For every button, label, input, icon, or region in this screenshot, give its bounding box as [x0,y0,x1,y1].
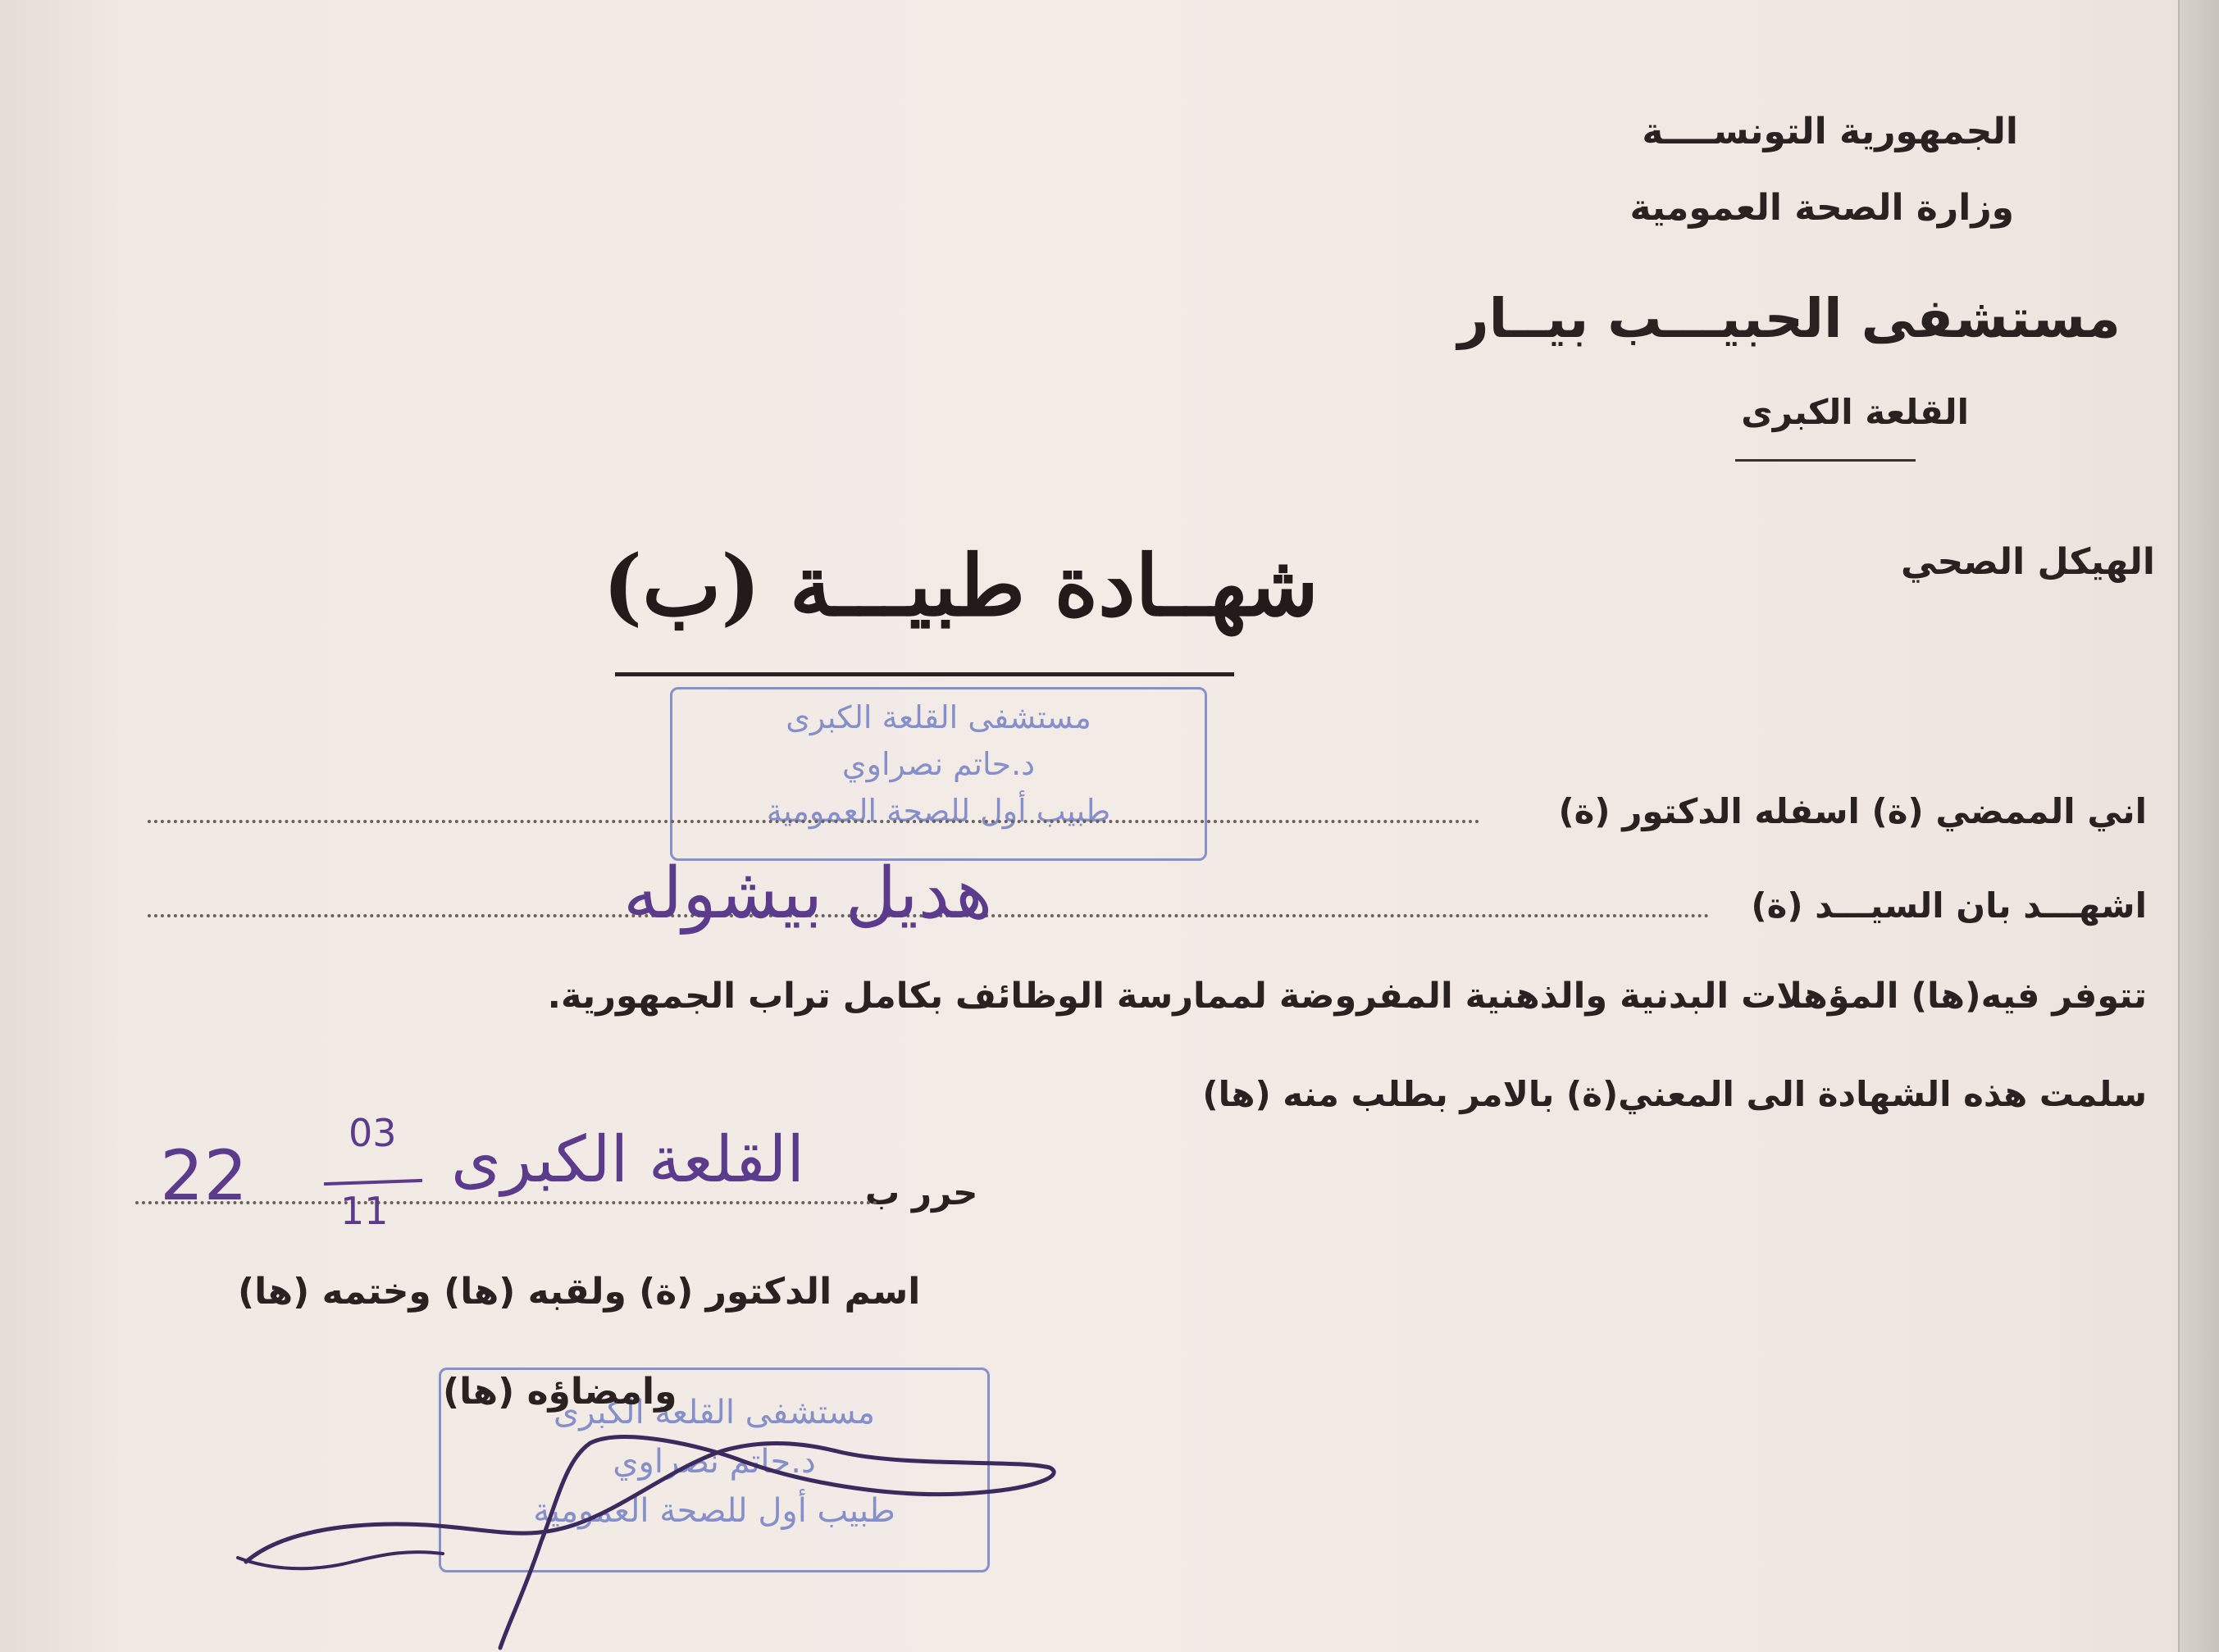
health-structure-label: الهيكل الصحي [1901,541,2155,583]
date-month-handwritten: 11 [340,1189,389,1233]
doctor-name-label: اسم الدكتور (ة) ولقبه (ها) وختمه (ها) [238,1271,921,1313]
stamp-hospital: مستشفى القلعة الكبرى [786,699,1091,735]
fitness-statement: تتوفر فيه(ها) المؤهلات البدنية والذهنية المفروضة لممارسة الوظائف بكامل تراب الجمهورية. [547,976,2147,1017]
signature-label: وامضاؤه (ها) [443,1371,677,1413]
written-at-label: حرر ب [865,1172,978,1213]
stamp-doctor: د.حاتم نصراوي [841,746,1036,782]
stamp-title: طبيب أول للصحة العمومية [533,1492,895,1530]
patient-line-label: اشهـــد بان السيـــد (ة) [1751,885,2147,926]
date-day-handwritten: 03 [349,1111,397,1155]
patient-name-handwritten: هديل بيشوله [623,853,993,935]
hospital-name: مستشفى الحبيـــب بيــار [1457,287,2121,350]
date-year-handwritten: 22 [160,1135,248,1216]
stamp-hospital: مستشفى القلعة الكبرى [553,1394,876,1431]
stamp-title: طبيب أول للصحة العمومية [766,793,1111,829]
written-place-handwritten: القلعة الكبرى [451,1123,805,1197]
doctor-line-label: اني الممضي (ة) اسفله الدكتور (ة) [1558,791,2147,831]
ministry-heading: وزارة الصحة العمومية [1629,187,2014,229]
stamp-doctor: د.حاتم نصراوي [613,1443,816,1481]
issuance-statement: سلمت هذه الشهادة الى المعني(ة) بالامر بطلب منه (ها) [1202,1074,2147,1114]
certificate-title: شهــادة طبيـــة (ب) [603,537,1319,635]
city-name: القلعة الكبرى [1741,392,1969,432]
republic-heading: الجمهورية التونســــة [1642,111,2018,152]
